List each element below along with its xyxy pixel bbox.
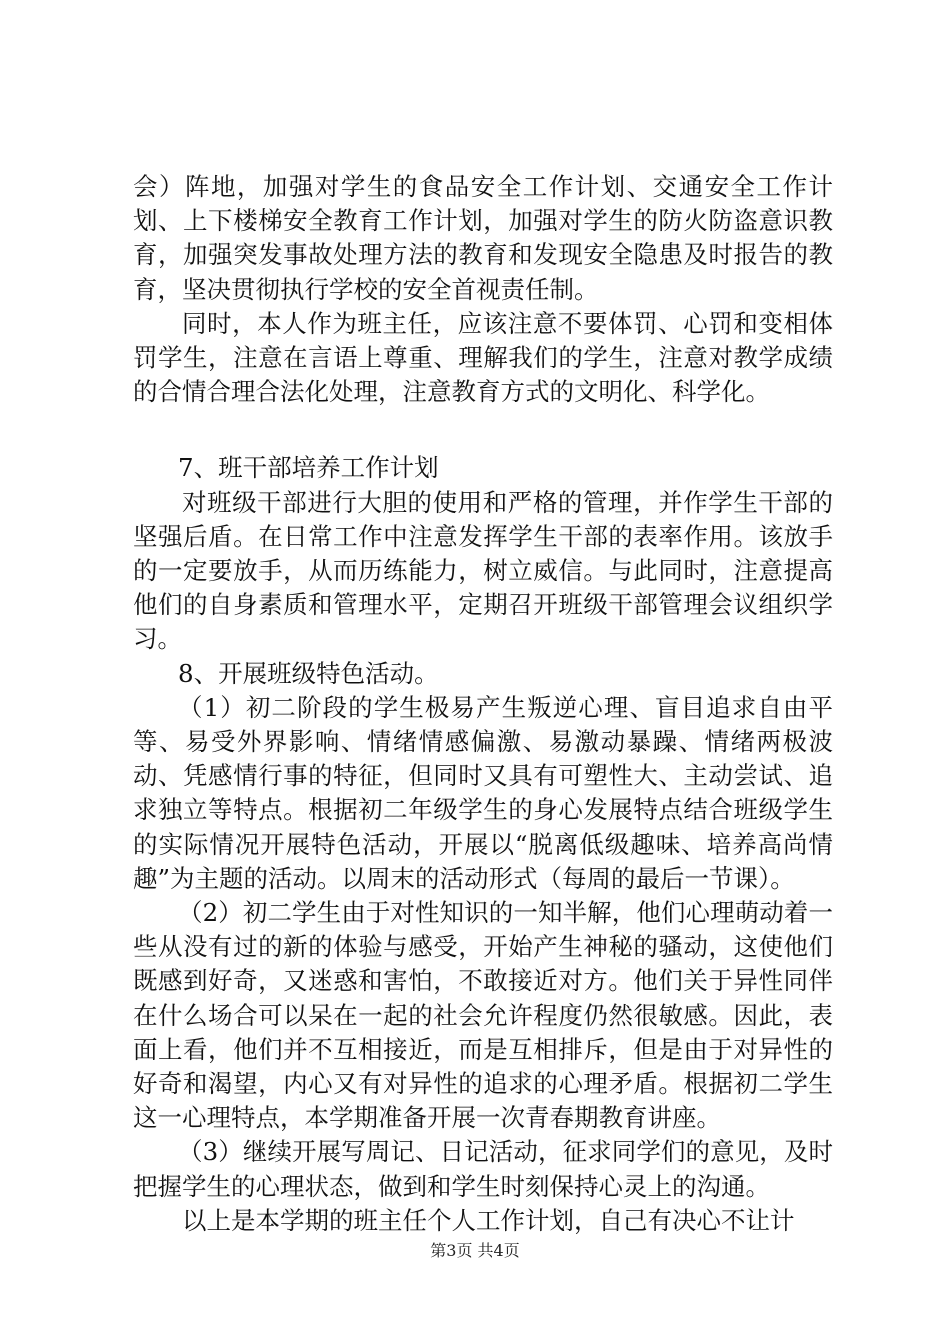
document-body xyxy=(133,170,833,1238)
paragraph-gap xyxy=(133,409,833,451)
paragraph-activity-2: （2）初二学生由于对性知识的一知半解，他们心理萌动着一些从没有过的新的体验与感受，开始产生神秘的骚动，这使他们既感到好奇，又迷惑和害怕，不敢接近对方。他们关于异性同伴在什么场合可以呆在一起的社会允许程度仍然很敏感。因此，表面上看，他们并不互相接近，而是互相排斥，但是由于对异性的好奇和渴望，内心又有对异性的追求的心理矛盾。根据初二学生这一心理特点，本学期准备开展一次青春期教育讲座。 xyxy=(133,898,833,1133)
paragraph-activity-3: （3）继续开展写周记、日记活动，征求同学们的意见，及时把握学生的心理状态，做到和学生时刻保持心灵上的沟通。 xyxy=(133,1137,833,1201)
paragraph-teacher-conduct: 同时，本人作为班主任，应该注意不要体罚、心罚和变相体罚学生，注意在言语上尊重、理解我们的学生，注意对教学成绩的合情合理合法化处理，注意教育方式的文明化、科学化。 xyxy=(133,308,833,407)
section-heading-cadre-training: 7、班干部培养工作计划 xyxy=(178,453,439,483)
section-heading-class-activities: 8、开展班级特色活动。 xyxy=(178,658,439,688)
paragraph-activity-1: （1）初二阶段的学生极易产生叛逆心理、盲目追求自由平等、易受外界影响、情绪情感偏激、易激动暴躁、情绪两极波动、凭感情行事的特征，但同时又具有可塑性大、主动尝试、追求独立等特点。根据初二年级学生的身心发展特点结合班级学生的实际情况开展特色活动，开展以“脱离低级趣味、培养高尚情趣”为主题的活动。以周末的活动形式（每周的最后一节课）。 xyxy=(133,692,833,893)
paragraph-conclusion: 以上是本学期的班主任个人工作计划，自己有决心不让计 xyxy=(182,1205,795,1235)
paragraph-cadre-management: 对班级干部进行大胆的使用和严格的管理，并作学生干部的坚强后盾。在日常工作中注意发挥学生干部的表率作用。该放手的一定要放手，从而历练能力，树立威信。与此同时，注意提高他们的自身素质和管理水平，定期召开班级干部管理会议组织学习。 xyxy=(133,487,833,654)
paragraph-safety-continued: 会）阵地，加强对学生的食品安全工作计划、交通安全工作计划、上下楼梯安全教育工作计划，加强对学生的防火防盗意识教育，加强突发事故处理方法的教育和发现安全隐患及时报告的教育，坚决贯彻执行学校的安全首视责任制。 xyxy=(133,172,833,304)
page-number-footer: 第3页 共4页 xyxy=(430,1241,520,1260)
